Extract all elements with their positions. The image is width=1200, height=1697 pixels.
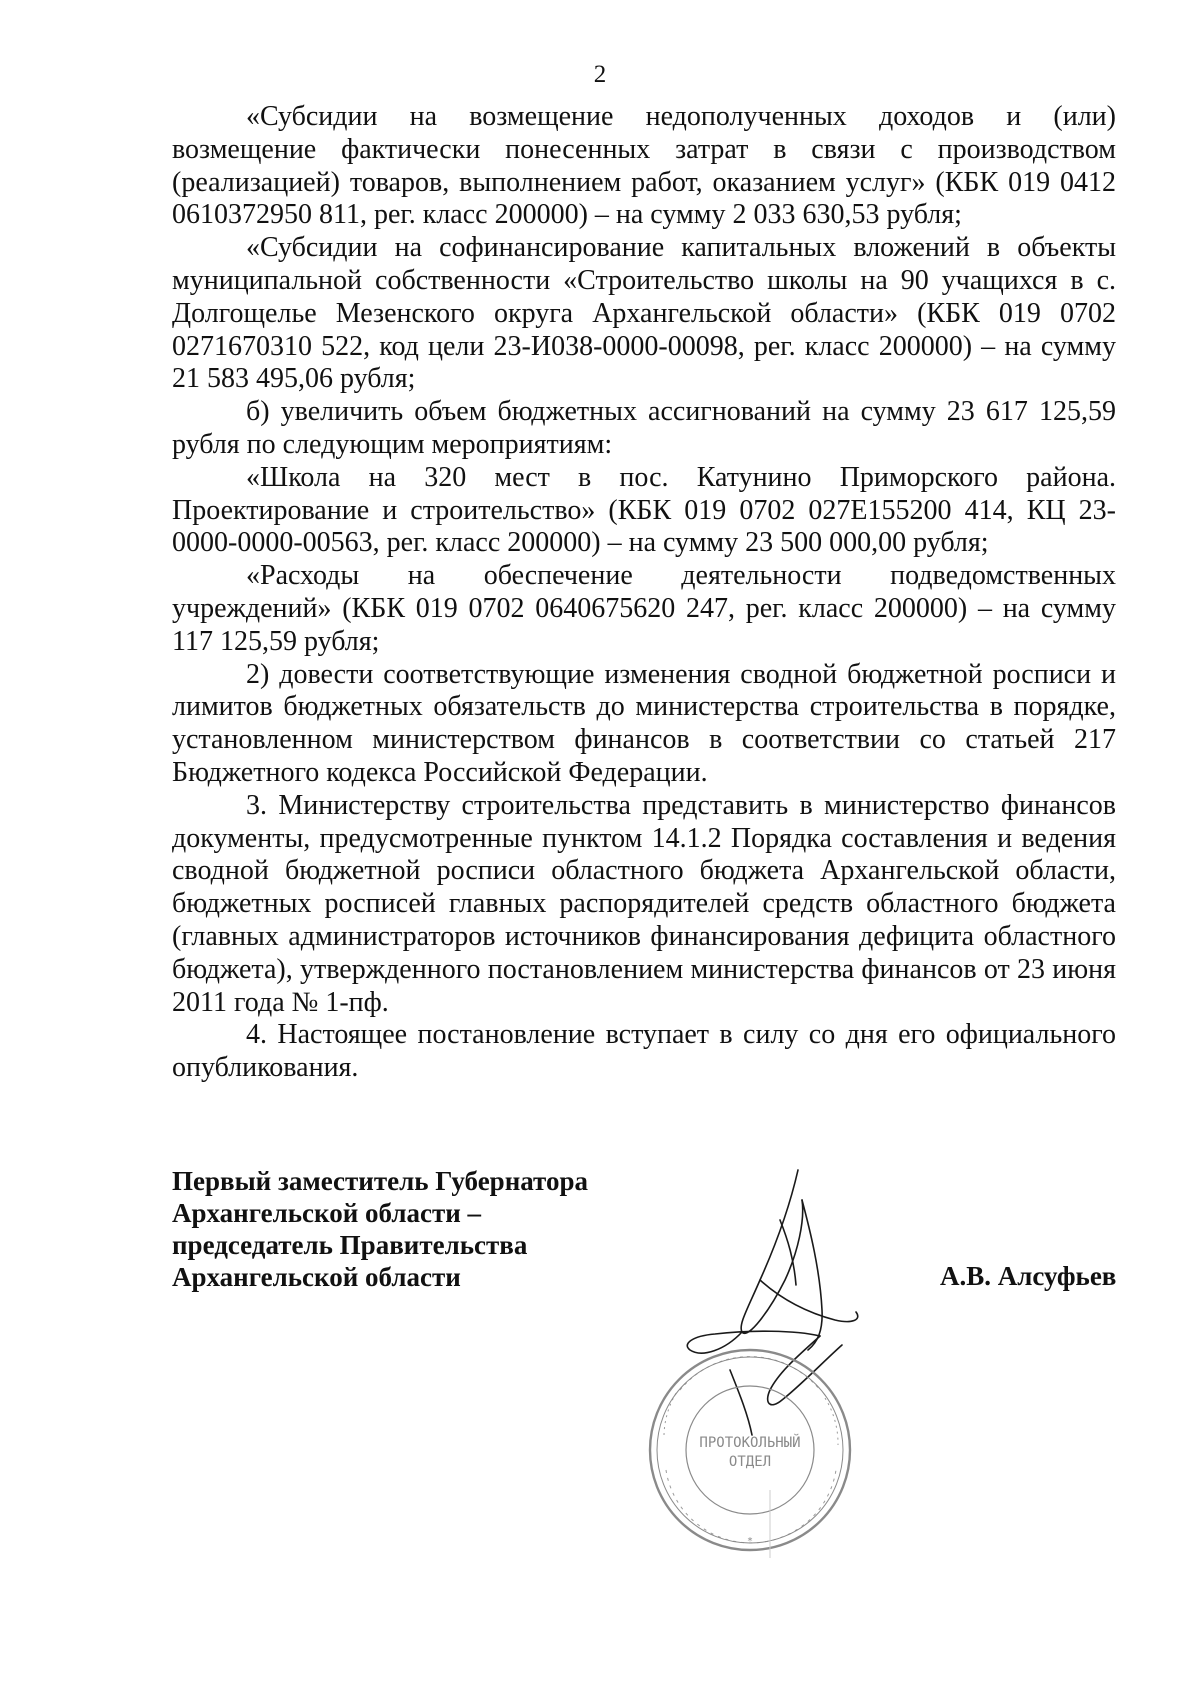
page-number: 2	[593, 61, 607, 88]
document-body	[172, 101, 1116, 1085]
signatory-title	[172, 1165, 588, 1293]
paragraph-subsidy-income: «Субсидии на возмещение недополученных доходов и (или) возмещение фактически понесенных затрат в связи с производством (реализацией) товаров, выполнением работ, оказанием услуг» (КБК 019 0412 0610372950 811, рег. класс 200000) – на сумму 2 033 630,53 рубля;	[172, 101, 1116, 231]
stamp-text-protocol: ПРОТОКОЛЬНЫЙ	[699, 1435, 801, 1451]
paragraph-item-2: 2) довести соответствующие изменения сводной бюджетной росписи и лимитов бюджетных обязательств до министерства строительства в порядке, установленном министерством финансов в соответствии со статьей 217 Бюджетного кодекса Российской Федерации.	[172, 658, 1116, 788]
handwritten-signature	[687, 1170, 857, 1435]
stamp	[650, 1350, 850, 1550]
paragraph-expenses-institutions: «Расходы на обеспечение деятельности подведомственных учреждений» (КБК 019 0702 0640675620 247, рег. класс 200000) – на сумму 117 125,59 рубля;	[172, 560, 1116, 657]
signatory-title-line: председатель Правительства	[172, 1230, 528, 1260]
signatory-title-line: Архангельской области –	[172, 1198, 482, 1228]
paragraph-subsidy-cofinancing: «Субсидии на софинансирование капитальных вложений в объекты муниципальной собственности «Строительство школы на 90 учащихся в с. Долгощелье Мезенского округа Архангельской области» (КБК 019 0702 0271670310 522, код цели 23-И038-0000-00098, рег. класс 200000) – на сумму 21 583 495,06 рубля;	[172, 232, 1116, 395]
paragraph-item-4: 4. Настоящее постановление вступает в силу со дня его официального опубликования.	[172, 1019, 1116, 1084]
paragraph-school-katunino: «Школа на 320 мест в пос. Катунино Приморского района. Проектирование и строительство» (КБК 019 0702 027Е155200 414, КЦ 23-0000-0000-00563, рег. класс 200000) – на сумму 23 500 000,00 рубля;	[172, 461, 1116, 559]
signatory-title-line: Архангельской области	[172, 1262, 461, 1292]
signatory-name: А.В. Алсуфьев	[940, 1261, 1117, 1291]
paragraph-item-3: 3. Министерству строительства представить в министерство финансов документы, предусмотренные пунктом 14.1.2 Порядка составления и ведения сводной бюджетной росписи областного бюджета Архангельской области, бюджетных росписей главных распорядителей средств областного бюджета (главных администраторов источников финансирования дефицита областного бюджета), утвержденного постановлением министерства финансов от 23 июня 2011 года № 1-пф.	[172, 789, 1116, 1018]
stamp-text-department: ОТДЕЛ	[728, 1454, 772, 1470]
paragraph-increase-allocations: б) увеличить объем бюджетных ассигнований на сумму 23 617 125,59 рубля по следующим мероприятиям:	[172, 396, 1116, 460]
svg-text:*: *	[747, 1536, 753, 1547]
signatory-title-line: Первый заместитель Губернатора	[172, 1166, 588, 1196]
signature-and-stamp	[630, 1160, 920, 1560]
